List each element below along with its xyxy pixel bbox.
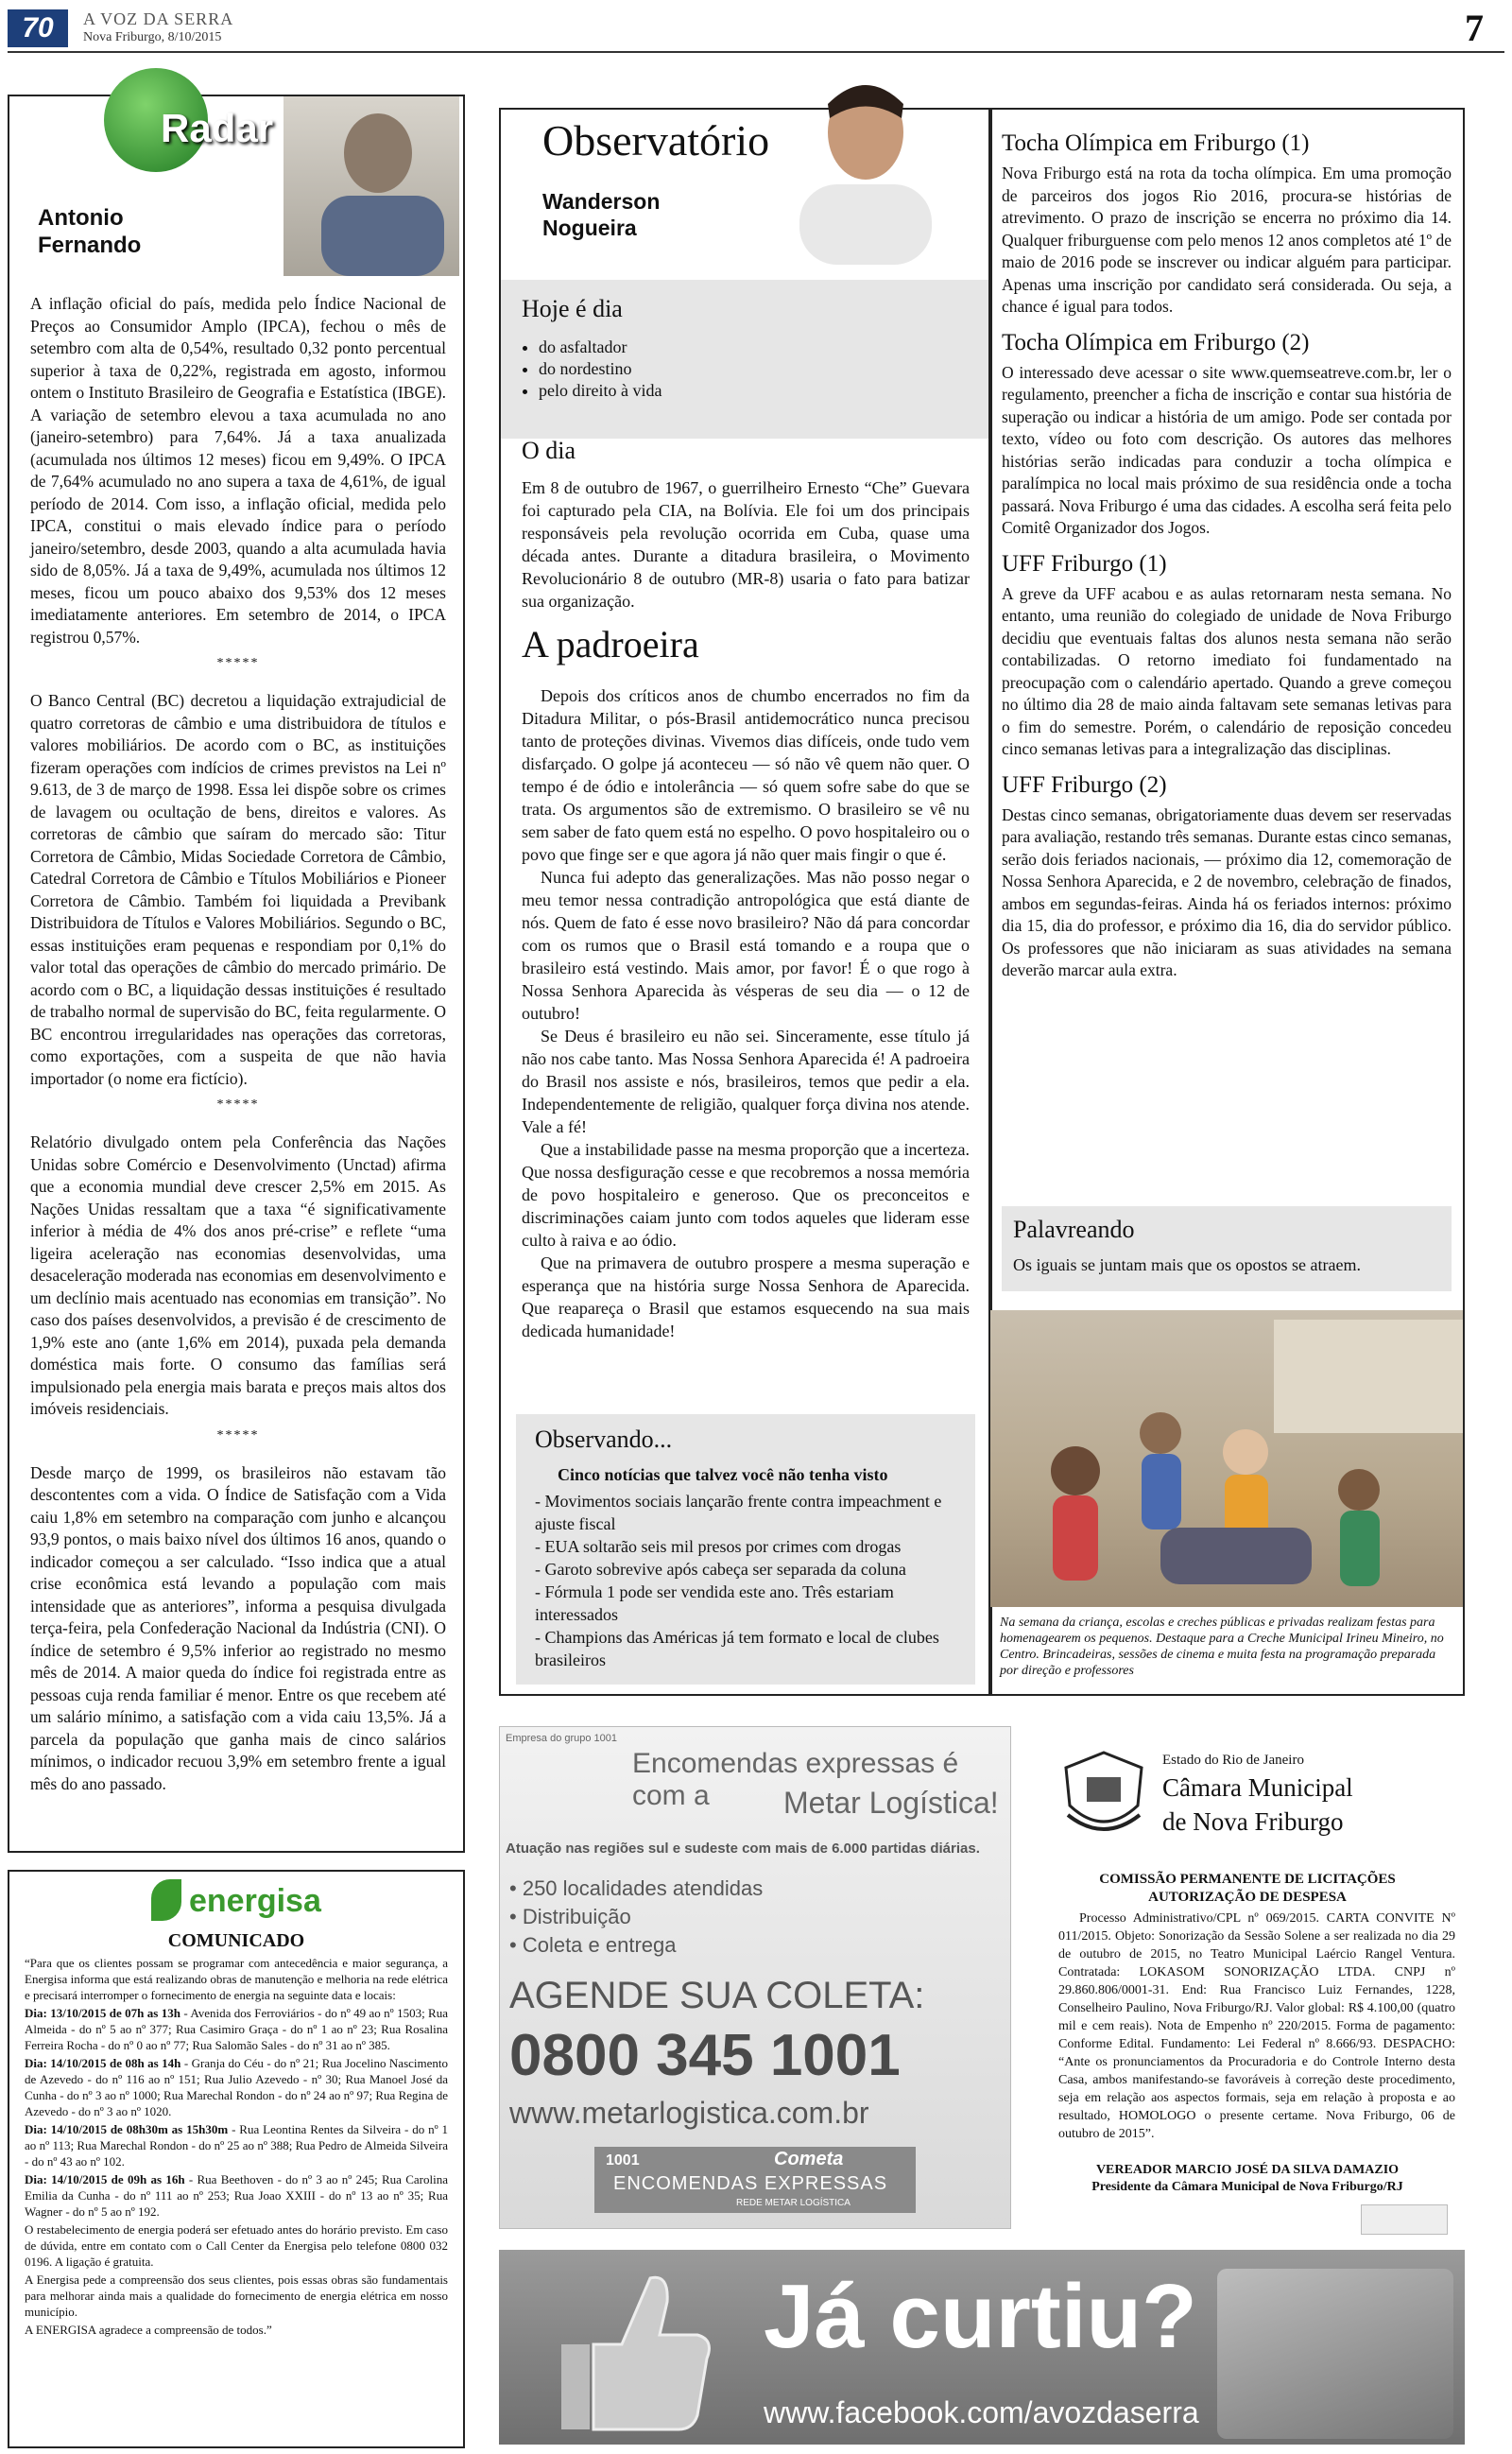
section-title: O dia bbox=[522, 437, 576, 464]
ad-tagline: Empresa do grupo 1001 bbox=[506, 1733, 618, 1744]
list-item: - Garoto sobrevive após cabeça ser separada da coluna bbox=[535, 1560, 906, 1579]
note-text: Nova Friburgo está na rota da tocha olímpica. Em uma promoção de parceiros dos jogos Rio 2016, procura-se histórias de atrevimento. O prazo de inscrição se encerra no próximo dia 14. Qualquer friburguense com pelo menos 12 anos completos até 1º de maio de 2016 pode se inscrever ou indicar alguém para participar. Apenas uma inscrição por candidato será considerada. Ou seja, a chance é igual para todos. bbox=[1002, 164, 1452, 316]
notice-item: Dia: 14/10/2015 de 08h30m as 15h30m - Rua Leontina Rentes da Silveira - do nº 1 ao nº 113; Rua Marechal Rondon - do nº 25 ao nº 388; Rua Pedro de Almeida Silveira - do nº 43 ao nº 102. bbox=[25, 2122, 449, 2169]
article-paragraph: Depois dos críticos anos de chumbo encerrados no fim da Ditadura Militar, o pós-Brasil antidemocrático nunca precisou tanto de proteções divinas. Vivemos dias difíceis, onde tudo vem disfarçado. O golpe já aconteceu — só não vê quem não quer. O tempo é de ódio e intolerância — só quem sofre sabe do que se trata. Os argumentos são de extremismo. O brasileiro se vê nu sem saber de fato quem está no espelho. O povo hospitaleiro ou o povo que finge ser e que agora já não quer mais fingir o que é. bbox=[522, 686, 970, 864]
notice-closing: O restabelecimento de energia poderá ser efetuado antes do horário previsto. Em caso de dúvida, entre em contato com o Call Center da Energisa pelo telefone 0800 032 0196. A ligação é gratuita. bbox=[25, 2222, 448, 2269]
list-item: • do nordestino bbox=[539, 358, 662, 380]
article-paragraph: Que a instabilidade passe na mesma proporção que a incerteza. Que nossa desfiguração cesse e que recobremos a nossa memória de povo hospitaleiro e generoso. Que os preconceitos e discriminações caiam junto com todos aqueles que lideram esse culto à raiva e ao ódio. bbox=[522, 1140, 970, 1250]
author-silhouette-icon bbox=[771, 66, 960, 265]
list-item: - Fórmula 1 pode ser vendida este ano. Três estariam interessados bbox=[535, 1582, 894, 1624]
article-paragraph: Nunca fui adepto das generalizações. Mas não posso negar o meu temor nessa contradição antropológica que está diante de nós. Quem de fato é esse novo brasileiro? Não dá para concordar com os rumos que o Brasil está tomando e a roupa que o brasileiro está vestindo. Mais amor, por favor! É o que rogo à Nossa Senhora Aparecida às vésperas de seu dia — o 12 de outubro! bbox=[522, 868, 970, 1023]
note-title: Tocha Olímpica em Friburgo (1) bbox=[1002, 130, 1310, 156]
notice-closing: A Energisa pede a compreensão dos seus clientes, pois essas obras são fundamentais para melhorar ainda mais a qualidade do fornecimento de energia elétrica em nosso município. bbox=[25, 2273, 448, 2319]
thumbs-up-icon bbox=[556, 2259, 716, 2439]
ad-brand-bar bbox=[594, 2147, 916, 2213]
note-text: A greve da UFF acabou e as aulas retornaram nesta semana. No entanto, uma reunião do colegiado de unidade de Nova Friburgo decidiu que eventuais faltas dos alunos nesta semana não serão contabilizadas. O retorno imediato foi fundamentado na preocupação com o calendário apertado. Quando a greve começou no último dia 28 de maio ainda faltavam sete semanas letivas para o fim do semestre. Porém, o calendário de reposição concedeu cinco semanas letivas para a integralização das disciplinas. bbox=[1002, 583, 1452, 758]
ad-slogan: Encomendas expressas é com a bbox=[632, 1748, 959, 1811]
notice-item: Dia: 14/10/2015 de 08h as 14h - Granja do Céu - do nº 21; Rua Jocelino Nascimento de Azevedo - do nº 116 ao nº 151; Rua Julio Azevedo - nº 30; Rua Manoel José da Cunha - do nº 3 ao nº 1000; Rua Marechal Rondon - do nº 24 ao nº 97; Rua Regina de Azevedo - do nº 3 ao nº 1020. bbox=[25, 2056, 448, 2118]
brand-logo: Cometa bbox=[774, 2149, 844, 2169]
article-title: A padroeira bbox=[522, 623, 699, 665]
edition-date: Nova Friburgo, 8/10/2015 bbox=[83, 30, 222, 44]
newspaper-name: A VOZ DA SERRA bbox=[83, 9, 234, 28]
author-first-name: Antonio bbox=[38, 205, 124, 231]
energisa-logo-icon bbox=[151, 1879, 181, 1921]
section-subtitle: Cinco notícias que talvez você não tenha visto bbox=[558, 1465, 888, 1484]
brand-subtitle: ENCOMENDAS EXPRESSAS bbox=[613, 2173, 888, 2194]
photo-caption: Na semana da criança, escolas e creches públicas e privadas realizam festas para homenagearem os pequenos. Destaque para a Creche Municipal Irineu Mineiro, no Centro. Brincadeiras, sessões de cinema e muita festa na programação preparada por direção e professores bbox=[1000, 1616, 1444, 1678]
institution-name: de Nova Friburgo bbox=[1162, 1807, 1344, 1836]
header-rule bbox=[8, 51, 1504, 53]
article-paragraph: Que na primavera de outubro prospere a mesma superação e esperança que na história surge Nossa Senhora de Aparecida. Que reapareça o Brasil que estamos esquecendo na sua mais dedicada humanidade! bbox=[522, 1253, 970, 1340]
brand-subtitle: REDE METAR LOGÍSTICA bbox=[736, 2198, 850, 2208]
banner-landscape bbox=[1217, 2269, 1453, 2439]
ad-slogan: Metar Logística! bbox=[783, 1786, 999, 1820]
odia-text: Em 8 de outubro de 1967, o guerrilheiro Ernesto “Che” Guevara foi capturado pela CIA, na Bolívia. Ele foi um dos principais responsáveis pela revolução ocorrida em Cuba, quase uma década antes. Durante a ditadura brasileira, o Movimento Revolucionário 8 de outubro (MR-8) usaria o fato para batizar sua organização. bbox=[522, 478, 970, 611]
newspaper-logo: 70 bbox=[8, 9, 68, 47]
note-text: Destas cinco semanas, obrigatoriamente duas devem ser reservadas para avaliação, restando três semanas. Durante estas cinco semanas, serão dois feriados nacionais, — próximo dia 12, comemoração de Nossa Senhora Aparecida, e 2 de novembro, celebração de finados, ambos em segundas-feiras. Ainda há os feriados internos: próximo dia 15, dia do professor, e próximo dia 16, dia do servidor público. Os professores que não iniciaram as suas atividades na semana deverão marcar aula extra. bbox=[1002, 804, 1452, 979]
signature-title: Presidente da Câmara Municipal de Nova Friburgo/RJ bbox=[1091, 2180, 1403, 2194]
notice-body: Processo Administrativo/CPL nº 069/2015. CARTA CONVITE Nº 011/2015. Objeto: Sonorização da Sessão Solene a ser realizada no dia 29 de outubro de 2015, no Teatro Municipal Laércio Rangel Ventura. Contratada: LOKASOM SONORIZAÇÃO LTDA. CNPJ nº 29.860.806/0001-31. End: Rua Francisco Luiz Fernandes, 1228, Conselheiro Paulino, Nova Friburgo/RJ. Valor global: R$ 4.100,00 (quatro mil e cem reais). Nota de Empenho nº 220/2015. Forma de pagamento: Conforme Edital. Fundamento: Lei Federal nº 8.666/93. DESPACHO: “Ante os pronunciamentos da Procuradoria e do Controle Interno desta Casa, ambos manifestando-se favoráveis à correção deste procedimento, seja em relação aos aspectos formais, seja em relação à proposta e ao resultado, HOMOLOGO o presente certame. Nova Friburgo, 06 de outubro de 2015”. bbox=[1058, 1911, 1455, 2141]
observando-box bbox=[516, 1414, 975, 1685]
banner-headline: Já curtiu? bbox=[764, 2266, 1197, 2367]
separator: ***** bbox=[216, 656, 260, 670]
note-title: UFF Friburgo (1) bbox=[1002, 550, 1167, 577]
radar-paragraph: A inflação oficial do país, medida pelo Índice Nacional de Preços ao Consumidor Amplo (IPCA), fechou o mês de setembro com alta de 0,54%, resultado 0,32 ponto percentual superior à taxa de 0,22%, registrada em agosto, informou ontem o Instituto Brasileiro de Geografia e Estatística (IBGE). A variação de setembro elevou a taxa acumulada no ano (janeiro-setembro) para 7,64%. Já a taxa anualizada (acumulada nos últimos 12 meses) ficou em 9,49%. O IPCA de 7,64% acumulado no ano supera a taxa de 4,61%, de igual período de 2014. Com isso, a inflação oficial, medida pelo IPCA, constitui o mais elevado índice para o período janeiro/setembro, desde 2003, quando a alta acumulada havia sido de 8,05%. Já a taxa de 9,49%, acumulada nos últimos 12 meses, ficou um pouco abaixo dos 9,53% dos 12 meses imediatamente anteriores. Em setembro de 2014, o IPCA registrou 0,57%. bbox=[30, 294, 446, 647]
document-thumbnail bbox=[1361, 2204, 1448, 2235]
photo-placeholder-icon bbox=[990, 1310, 1463, 1607]
column-title: Observatório bbox=[542, 116, 770, 164]
author-photo bbox=[771, 66, 960, 265]
separator: ***** bbox=[216, 1427, 260, 1443]
note-title: UFF Friburgo (2) bbox=[1002, 771, 1167, 798]
author-silhouette-icon bbox=[284, 96, 459, 276]
coat-of-arms-icon bbox=[1058, 1749, 1149, 1840]
facebook-banner bbox=[499, 2250, 1465, 2445]
energisa-logo: energisa bbox=[189, 1883, 321, 1919]
list-item: - Movimentos sociais lançarão frente contra impeachment e ajuste fiscal bbox=[535, 1492, 942, 1533]
page-number: 7 bbox=[1465, 7, 1484, 49]
note-title: Tocha Olímpica em Friburgo (2) bbox=[1002, 329, 1310, 355]
energisa-notice bbox=[8, 1870, 465, 2448]
notice-body bbox=[25, 1955, 448, 2338]
institution-name: Câmara Municipal bbox=[1162, 1773, 1353, 1802]
notice-intro: “Para que os clientes possam se programar com antecedência e maior segurança, a Energisa informa que está realizando obras de manutenção e melhoria na rede elétrica e precisará interromper o fornecimento de energia na seguinte data e locais: bbox=[25, 1956, 448, 2002]
article-paragraph: Se Deus é brasileiro eu não sei. Sinceramente, esse título já não nos cabe tanto. Mas Nossa Senhora Aparecida é! A padroeira do Brasil nos assiste e nós, brasileiros, temos que pedir a ela. Independentemente de religião, qualquer força divina nos atende. Vale a fé! bbox=[522, 1027, 970, 1136]
ad-phone: 0800 345 1001 bbox=[509, 2023, 901, 2088]
list-item: - EUA soltarão seis mil presos por crimes com drogas bbox=[535, 1537, 902, 1556]
observatorio-column bbox=[499, 108, 992, 1696]
radar-paragraph: Relatório divulgado ontem pela Conferência das Nações Unidas sobre Comércio e Desenvolvimento (Unctad) afirma que a economia mundial deve crescer 2,5% em 2015. As Nações Unidas ressaltam que a taxa “é significativamente inferior à média de 4% dos anos pré-crise” e reflete “uma ligeira aceleração nas economias desenvolvidas, uma desaceleração moderada nas economias em desenvolvimento e um declínio mais acentuado nas economias em transição”. No caso dos países desenvolvidos, a previsão é de crescimento de 1,9% este ano (ante 1,6% em 2014), puxada pela demanda doméstica mais forte. O consumo das famílias será impulsionado pela energia mais barata e preços mais altos dos imóveis residenciais. bbox=[30, 1132, 446, 1418]
list-item: • do asfaltador bbox=[539, 337, 662, 358]
children-photo bbox=[990, 1310, 1463, 1607]
list-item: • Coleta e entrega bbox=[509, 1933, 677, 1957]
radar-title: Radar bbox=[161, 106, 274, 150]
separator: ***** bbox=[216, 1097, 260, 1112]
ad-cta: AGENDE SUA COLETA: bbox=[509, 1975, 925, 2016]
observando-list bbox=[535, 1490, 960, 1671]
palavreando-box bbox=[1002, 1206, 1452, 1291]
notice-closing: A ENERGISA agradece a compreensão de todos.” bbox=[25, 2323, 272, 2337]
author-last-name: Nogueira bbox=[542, 216, 637, 240]
author-first-name: Wanderson bbox=[542, 189, 661, 214]
section-title: Hoje é dia bbox=[522, 295, 623, 322]
notice-title: COMUNICADO bbox=[167, 1930, 305, 1951]
author-photo bbox=[284, 96, 459, 276]
notes-body bbox=[1002, 130, 1452, 982]
brand-logo: 1001 bbox=[606, 2152, 640, 2169]
hoje-list bbox=[522, 337, 662, 402]
list-item: - Champions das Américas já tem formato e local de clubes brasileiros bbox=[535, 1628, 939, 1669]
notice-title: COMISSÃO PERMANENTE DE LICITAÇÕES bbox=[1099, 1872, 1396, 1887]
ad-service-list bbox=[509, 1875, 763, 1960]
signature-name: VEREADOR MARCIO JOSÉ DA SILVA DAMAZIO bbox=[1095, 2163, 1400, 2177]
list-item: • 250 localidades atendidas bbox=[509, 1876, 764, 1900]
quote-text: Os iguais se juntam mais que os opostos se atraem. bbox=[1013, 1255, 1361, 1274]
metar-ad bbox=[499, 1726, 1011, 2229]
ad-coverage: Atuação nas regiões sul e sudeste com mais de 6.000 partidas diárias. bbox=[506, 1840, 980, 1857]
section-title: Palavreando bbox=[1013, 1216, 1135, 1243]
page-header bbox=[0, 0, 1512, 55]
right-column bbox=[988, 108, 1465, 1696]
radar-column bbox=[8, 95, 465, 1853]
notice-item: Dia: 13/10/2015 de 07h as 13h - Avenida dos Ferroviários - do nº 49 ao nº 1503; Rua Almeida - do nº 5 ao nº 377; Rua Casimiro Graça - do nº 1 ao nº 23; Rua Rosalina Ferreira Rocha - do nº 0 ao nº 77; Rua Salomão Sales - do nº 31 ao nº 385. bbox=[25, 2006, 449, 2052]
note-text: O interessado deve acessar o site www.quemseatreve.com.br, ler o regulamento, preencher a ficha de inscrição e contar sua história de superação ou indicar a história de um amigo. Pode ser contada por texto, vídeo ou foto com descrição. Os autores das melhores histórias serão indicadas para conduzir a tocha olímpica e paralímpica no local mais próximo de sua residência onde a tocha passará. Nova Friburgo é uma das cidades. A escolha será feita pelo Comitê Organizador dos Jogos. bbox=[1002, 362, 1452, 537]
facebook-link[interactable]: www.facebook.com/avozdaserra bbox=[764, 2395, 1199, 2429]
camara-notice bbox=[1030, 1736, 1465, 2237]
author-last-name: Fernando bbox=[38, 233, 142, 258]
notice-subtitle: AUTORIZAÇÃO DE DESPESA bbox=[1148, 1890, 1347, 1905]
state-name: Estado do Rio de Janeiro bbox=[1162, 1753, 1304, 1768]
list-item: • pelo direito à vida bbox=[539, 380, 662, 402]
radar-paragraph: O Banco Central (BC) decretou a liquidação extrajudicial de quatro corretoras de câmbio e uma distribuidora de títulos e valores mobiliários. De acordo com o BC, as instituições fizeram operações com indícios de crimes previstos na Lei nº 9.613, de 3 de março de 1998. Essa lei dispõe sobre os crimes de lavagem ou ocultação de bens, direitos e valores. As corretoras de câmbio que saíram do mercado são: Titur Corretora de Câmbio, Midas Sociedade Corretora de Câmbio, Catedral Corretora de Câmbio e Títulos Mobiliários e Pioneer Corretora de Câmbio. Também foi liquidada a Previbank Distribuidora de Títulos e Valores Mobiliários. Segundo o BC, essas instituições eram pequenas e respondiam por 0,1% do valor total das operações de câmbio do mercado primário. De acordo com o BC, a liquidação dessas instituições é resultado de trabalho normal de supervisão do BC, feita regularmente. O BC encontrou irregularidades nas operações das corretoras, como exportações, com a suspeita de que não havia importador (o nome era fictício). bbox=[30, 691, 446, 1088]
section-title: Observando... bbox=[535, 1426, 673, 1453]
ad-website: www.metarlogistica.com.br bbox=[509, 2096, 869, 2130]
list-item: • Distribuição bbox=[509, 1905, 631, 1928]
padroeira-body bbox=[522, 684, 970, 1342]
radar-body bbox=[30, 293, 446, 1795]
radar-paragraph: Desde março de 1999, os brasileiros não estavam tão descontentes com a vida. O Índice de Satisfação com a Vida caiu 1,8% em setembro na comparação com junho e alcançou 93,9 pontos, o mais baixo nível dos últimos 16 anos, quando o indicador começou a ser calculado. “Isso indica que a atual crise econômica está levando a população com mais intensidade que as anteriores”, informa a pesquisa divulgada terça-feira, pela Confederação Nacional da Indústria (CNI). O índice de setembro é 9,5% inferior ao registrado no mesmo mês de 2014. A maior queda do índice foi registrada entre as pessoas cuja renda familiar é menor. Entre os que recebem até um salário mínimo, a satisfação com a vida caiu 13,5%. Já a parcela da população que ganha mais de cinco salários mínimos, o indicador recuou 3,9% em setembro frente a igual mês do ano passado. bbox=[30, 1462, 446, 1793]
notice-item: Dia: 14/10/2015 de 09h as 16h - Rua Beethoven - do nº 3 ao nº 245; Rua Carolina Emilia da Cunha - do nº 111 ao nº 253; Rua Joao XXIII - do nº 13 ao nº 35; Rua Wagner - do nº 5 ao nº 192. bbox=[25, 2172, 449, 2219]
